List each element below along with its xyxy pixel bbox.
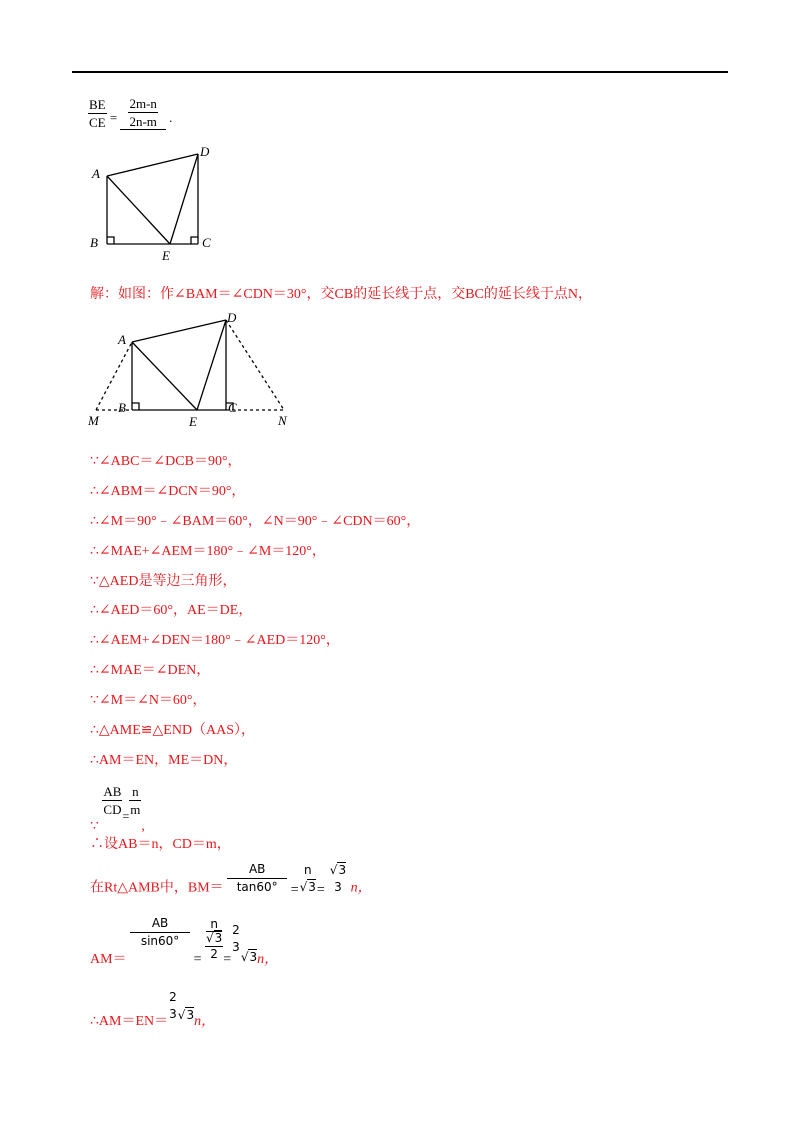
label-n: N <box>278 413 287 428</box>
denominator: CE <box>89 114 106 130</box>
bm-prefix: 在Rt△AMB中，BM＝ <box>90 880 224 896</box>
right-angle-b <box>107 237 114 244</box>
am-prefix: AM＝ <box>90 952 127 967</box>
segment-am-dashed <box>96 342 132 410</box>
segment-ed <box>170 154 198 244</box>
label-b: B <box>90 235 98 250</box>
denominator: tan60° <box>227 878 287 895</box>
step-9: ∵∠M＝∠N＝60°， <box>90 693 207 708</box>
step-10: ∴△AME≌△END（AAS）， <box>90 723 256 738</box>
final-prefix: ∴AM＝EN＝ <box>90 1014 169 1030</box>
denominator: sin60° <box>130 932 190 949</box>
header-rule <box>72 71 728 73</box>
numerator: AB <box>248 862 266 876</box>
numerator: n <box>303 862 312 877</box>
segment-ad <box>132 320 226 342</box>
question-line <box>88 96 172 130</box>
sqrt3: √3 <box>177 1008 195 1023</box>
denominator: 3 <box>169 1007 177 1021</box>
fraction-2-3 <box>231 923 241 955</box>
equals-sign: = <box>122 809 130 823</box>
bm-line <box>90 862 372 900</box>
numerator: AB <box>103 784 122 799</box>
answer-fraction <box>120 96 165 130</box>
equals-sign: = <box>109 109 118 125</box>
label-c: C <box>228 400 237 415</box>
numerator: AB <box>151 916 169 930</box>
right-angle-c <box>191 237 198 244</box>
fraction-sqrt3-3 <box>329 863 347 895</box>
am-line <box>90 916 278 969</box>
fraction-ab-sin60 <box>130 916 190 949</box>
set-line: ∴设AB＝n，CD＝m， <box>90 837 231 852</box>
inner-denominator: √3 <box>205 931 223 946</box>
label-b: B <box>118 400 126 415</box>
right-angle-b <box>132 403 139 410</box>
denominator: CD <box>103 802 122 817</box>
step-2: ∴∠ABM＝∠DCN＝90°， <box>90 484 246 499</box>
step-3: ∴∠M＝90°﹣∠BAM＝60°，∠N＝90°﹣∠CDN＝60°， <box>90 514 421 529</box>
solution-intro: 解：如图：作∠BAM＝∠CDN＝30°，交CB的延长线于点，交BC的延长线于点N， <box>90 287 592 302</box>
ratio-line <box>90 784 145 836</box>
sqrt3: √3 <box>240 950 258 964</box>
fraction-be-ce <box>88 97 107 130</box>
radicand: 3 <box>338 862 347 877</box>
segment-ae <box>132 342 197 410</box>
comma: , <box>141 819 145 834</box>
denominator: m <box>130 802 141 817</box>
fraction-ab-tan60 <box>227 862 287 895</box>
label-e: E <box>162 248 170 263</box>
fraction-ab-cd <box>102 784 122 817</box>
denominator: 3 <box>334 879 342 894</box>
step-7: ∴∠AEM+∠DEN＝180°﹣∠AED＝120°， <box>90 633 340 648</box>
radicand: 3 <box>308 879 316 894</box>
label-e: E <box>189 414 197 429</box>
step-8: ∴∠MAE＝∠DEN， <box>90 663 211 678</box>
radicand: 3 <box>214 931 223 946</box>
segment-ae <box>107 176 170 244</box>
equals-sign: = <box>316 882 325 898</box>
segment-ad <box>107 154 198 176</box>
final-suffix: n， <box>194 1014 216 1030</box>
answer-numerator: 2m-n <box>129 96 157 111</box>
equals-sign: = <box>193 952 202 967</box>
step-4: ∴∠MAE+∠AEM＝180°﹣∠M＝120°， <box>90 544 326 559</box>
step-5: ∵△AED是等边三角形， <box>90 574 237 589</box>
fraction-2-3 <box>168 990 178 1022</box>
final-line <box>90 990 215 1031</box>
because-symbol: ∵ <box>90 819 99 834</box>
step-11: ∴AM＝EN，ME＝DN， <box>90 753 238 768</box>
label-m: M <box>88 413 99 428</box>
denominator: 3 <box>232 940 240 954</box>
figure-2 <box>86 306 296 431</box>
label-a: A <box>118 332 126 347</box>
fraction-n-over-sqrt3-over-2 <box>205 918 223 961</box>
inner-numerator: n <box>206 918 222 932</box>
numerator: 2 <box>232 923 240 937</box>
equals-sign: = <box>223 952 232 967</box>
segment-ed <box>197 320 226 410</box>
radicand: 3 <box>186 1008 195 1023</box>
radicand: 3 <box>249 950 258 964</box>
numerator: √3 <box>329 862 347 877</box>
label-c: C <box>202 235 211 250</box>
denominator: √3 <box>299 879 316 894</box>
step-6: ∴∠AED＝60°，AE＝DE， <box>90 603 253 618</box>
equals-sign: = <box>290 882 299 898</box>
numerator: 2 <box>169 990 177 1004</box>
bm-suffix: n， <box>350 880 372 896</box>
numerator: BE <box>89 96 106 112</box>
numerator: n <box>132 784 139 799</box>
figure-1 <box>86 140 226 265</box>
numerator <box>205 918 223 946</box>
fraction-n-m <box>129 784 141 817</box>
label-a: A <box>92 166 100 181</box>
answer-denominator: 2n-m <box>129 114 157 129</box>
step-1: ∵∠ABC＝∠DCB＝90°， <box>90 454 242 469</box>
denominator: 2 <box>205 946 223 961</box>
fraction-n-sqrt3 <box>299 863 317 895</box>
segment-dn-dashed <box>226 320 284 410</box>
label-d: D <box>227 310 237 325</box>
period: . <box>169 109 173 125</box>
am-suffix: n， <box>257 952 279 967</box>
label-d: D <box>200 144 210 159</box>
